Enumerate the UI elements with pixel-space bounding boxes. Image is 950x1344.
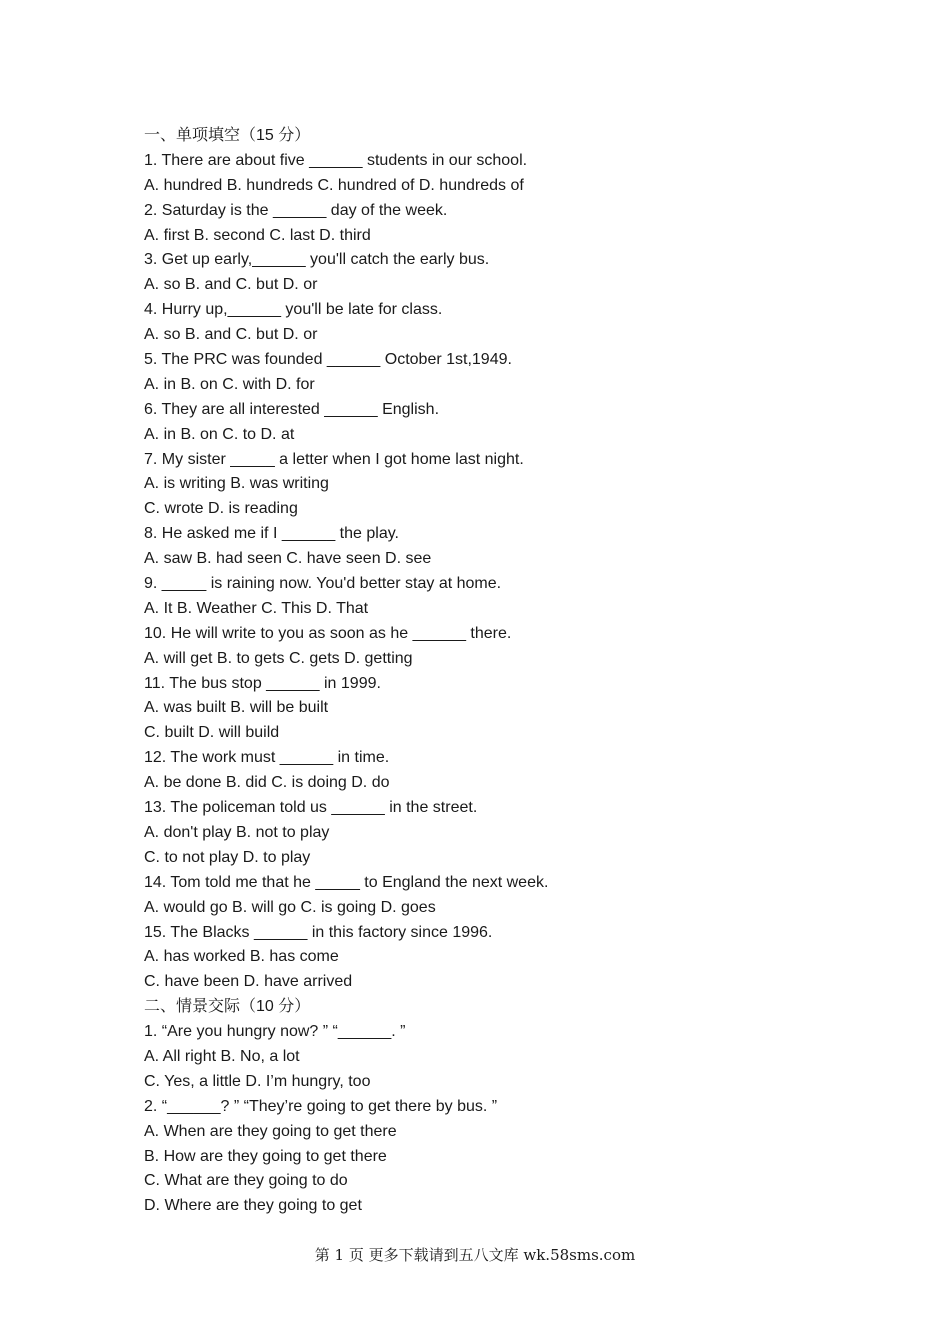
options-line: A. When are they going to get there <box>144 1122 397 1140</box>
options-line: A. was built B. will be built <box>144 699 329 717</box>
options-line: C. Yes, a little D. I’m hungry, too <box>144 1072 371 1090</box>
section-heading: 一、单项填空（15 分） <box>144 127 311 144</box>
question-line: 2. Saturday is the ______ day of the week. <box>144 201 448 219</box>
question-line: 14. Tom told me that he _____ to England the next week. <box>144 873 549 891</box>
options-line: A. hundred B. hundreds C. hundred of D. hundreds of <box>144 176 524 194</box>
question-line: 13. The policeman told us ______ in the street. <box>144 799 478 817</box>
options-line: A. would go B. will go C. is going D. goes <box>144 898 436 916</box>
options-line: A. so B. and C. but D. or <box>144 326 318 344</box>
question-line: 12. The work must ______ in time. <box>144 749 390 767</box>
question-line: 7. My sister _____ a letter when I got home last night. <box>144 450 524 468</box>
options-line: A. be done B. did C. is doing D. do <box>144 774 390 792</box>
question-line: 1. “Are you hungry now? ” “______. ” <box>144 1023 406 1041</box>
options-line: A. first B. second C. last D. third <box>144 226 371 244</box>
options-line: A. is writing B. was writing <box>144 475 329 493</box>
options-line: B. How are they going to get there <box>144 1147 387 1165</box>
options-line: A. in B. on C. to D. at <box>144 425 295 443</box>
options-line: C. What are they going to do <box>144 1172 348 1190</box>
options-line: C. built D. will build <box>144 724 280 742</box>
options-line: A. in B. on C. with D. for <box>144 375 315 393</box>
question-line: 4. Hurry up,______ you'll be late for class. <box>144 301 443 319</box>
section-heading: 二、情景交际（10 分） <box>144 998 311 1016</box>
options-line: A. will get B. to gets C. gets D. getting <box>144 649 413 667</box>
page-footer: 第 1 页 更多下载请到五八文库 wk.58sms.com <box>314 1246 636 1264</box>
options-line: A. has worked B. has come <box>144 948 339 966</box>
question-line: 1. There are about five ______ students in our school. <box>144 151 528 169</box>
question-line: 6. They are all interested ______ English. <box>144 400 440 418</box>
question-line: 10. He will write to you as soon as he ______ there. <box>144 624 512 642</box>
options-line: A. All right B. No, a lot <box>144 1047 300 1065</box>
options-line: A. don't play B. not to play <box>144 823 330 841</box>
options-line: D. Where are they going to get <box>144 1197 362 1215</box>
options-line: C. have been D. have arrived <box>144 973 353 991</box>
options-line: A. It B. Weather C. This D. That <box>144 599 369 617</box>
options-line: A. so B. and C. but D. or <box>144 276 318 294</box>
exam-content <box>144 124 904 1219</box>
question-line: 15. The Blacks ______ in this factory since 1996. <box>144 923 493 941</box>
options-line: C. to not play D. to play <box>144 848 311 866</box>
options-line: C. wrote D. is reading <box>144 500 298 518</box>
question-line: 11. The bus stop ______ in 1999. <box>144 674 381 692</box>
question-line: 3. Get up early,______ you'll catch the early bus. <box>144 251 490 269</box>
question-line: 9. _____ is raining now. You'd better stay at home. <box>144 575 502 593</box>
question-line: 2. “______? ” “They’re going to get there by bus. ” <box>144 1097 498 1115</box>
question-line: 8. He asked me if I ______ the play. <box>144 525 399 543</box>
question-line: 5. The PRC was founded ______ October 1st,1949. <box>144 351 512 369</box>
options-line: A. saw B. had seen C. have seen D. see <box>144 550 432 568</box>
